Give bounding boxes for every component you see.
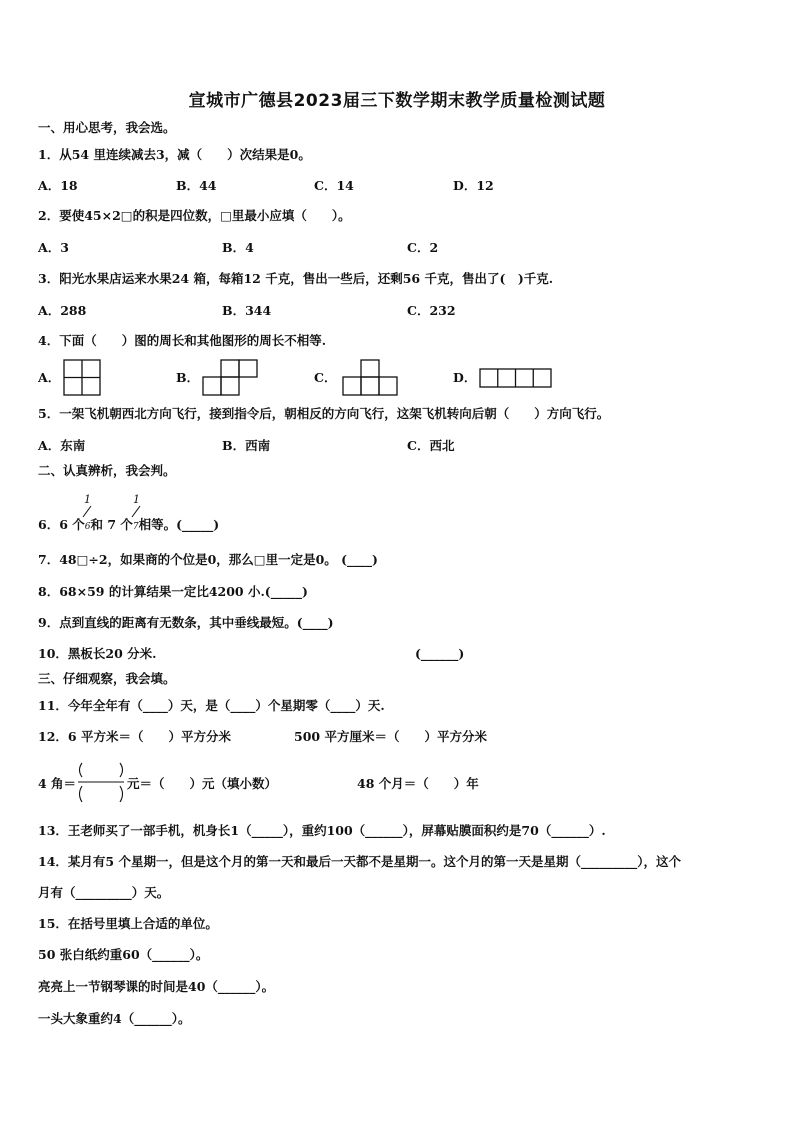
question-11: 11．今年全年有（____）天，是（____）个星期零（____）天. [38, 698, 385, 713]
q2-option-b: B．4 [222, 240, 254, 255]
q5-option-b: B．西南 [222, 438, 271, 453]
q12-fraction-blank [76, 760, 126, 806]
q4-option-c: C． [314, 370, 337, 385]
question-12-part-b: 500 平方厘米＝（ ）平方分米 [294, 729, 487, 744]
q4-figure-d [479, 368, 553, 390]
question-10: 10．黑板长20 分米. [38, 646, 157, 661]
q6-fraction-2-numerator: 1 [133, 493, 140, 506]
q4-figure-a [63, 359, 103, 397]
question-14-line-2: 月有（_________）天。 [38, 885, 170, 900]
question-9: 9．点到直线的距离有无数条，其中垂线最短。(____) [38, 615, 334, 630]
q15-item-3: 一头大象重约4（______）。 [38, 1011, 191, 1026]
q3-option-b: B．344 [222, 303, 272, 318]
question-4: 4．下面（ ）图的周长和其他图形的周长不相等. [38, 333, 327, 348]
section-heading-1: 一、用心思考，我会选。 [38, 120, 176, 135]
q2-option-c: C．2 [407, 240, 439, 255]
question-14-line-1: 14．某月有5 个星期一，但是这个月的第一天和最后一天都不是星期一。这个月的第一天是星期（_________），这个 [38, 854, 681, 869]
q4-figure-b [202, 359, 260, 397]
question-8: 8．68×59 的计算结果一定比4200 小.(_____) [38, 584, 308, 599]
q5-option-c: C．西北 [407, 438, 455, 453]
question-12-part-a: 12．6 平方米＝（ ）平方分米 [38, 729, 231, 744]
q5-option-a: A．东南 [38, 438, 86, 453]
q1-option-c: C．14 [314, 178, 354, 193]
question-12-part-d: 48 个月＝（ ）年 [357, 776, 479, 791]
q15-item-2: 亮亮上一节钢琴课的时间是40（______）。 [38, 979, 275, 994]
q6-fraction-1-denominator: 6 [84, 522, 91, 532]
q4-option-b: B． [176, 370, 200, 385]
q4-option-a: A． [38, 370, 61, 385]
page-title: 宣城市广德县2023届三下数学期末教学质量检测试题 [188, 91, 606, 111]
q6-fraction-1-numerator: 1 [84, 493, 91, 506]
q15-item-1: 50 张白纸约重60（______）。 [38, 947, 209, 962]
question-12-part-c-pre: 4 角＝ [38, 776, 77, 791]
q6-text-mid: 和 7 个 [90, 517, 133, 532]
section-heading-3: 三、仔细观察，我会填。 [38, 671, 176, 686]
q2-option-a: A．3 [38, 240, 69, 255]
question-15: 15．在括号里填上合适的单位。 [38, 916, 218, 931]
q6-text-post: 相等。(_____) [138, 517, 220, 532]
q1-option-a: A．18 [38, 178, 78, 193]
question-13: 13．王老师买了一部手机，机身长1（_____），重约100（______），屏幕贴膜面积约是70（______）. [38, 823, 606, 838]
question-1: 1．从54 里连续减去3，减（ ）次结果是0。 [38, 147, 311, 162]
q6-text-pre: 6．6 个 [38, 517, 85, 532]
question-2: 2．要使45×2□的积是四位数，□里最小应填（ ）。 [38, 208, 351, 223]
question-5: 5．一架飞机朝西北方向飞行，接到指令后，朝相反的方向飞行，这架飞机转向后朝（ ）方向飞行。 [38, 406, 610, 421]
q4-option-d: D． [453, 370, 477, 385]
q1-option-b: B．44 [176, 178, 217, 193]
section-heading-2: 二、认真辨析，我会判。 [38, 463, 176, 478]
question-12-part-c-post: 元＝（ ）元（填小数） [127, 776, 278, 791]
question-3: 3．阳光水果店运来水果24 箱，每箱12 千克，售出一些后，还剩56 千克，售出了( )千克. [38, 271, 554, 286]
q3-option-a: A．288 [38, 303, 87, 318]
q3-option-c: C．232 [407, 303, 456, 318]
q4-figure-c [341, 359, 401, 397]
q10-answer-paren: (______) [415, 646, 465, 661]
question-7: 7．48□÷2，如果商的个位是0，那么□里一定是0。 (____) [38, 552, 378, 567]
question-6 [38, 516, 219, 536]
q6-fraction-2-denominator: 7 [132, 522, 139, 532]
q1-option-d: D．12 [453, 178, 494, 193]
